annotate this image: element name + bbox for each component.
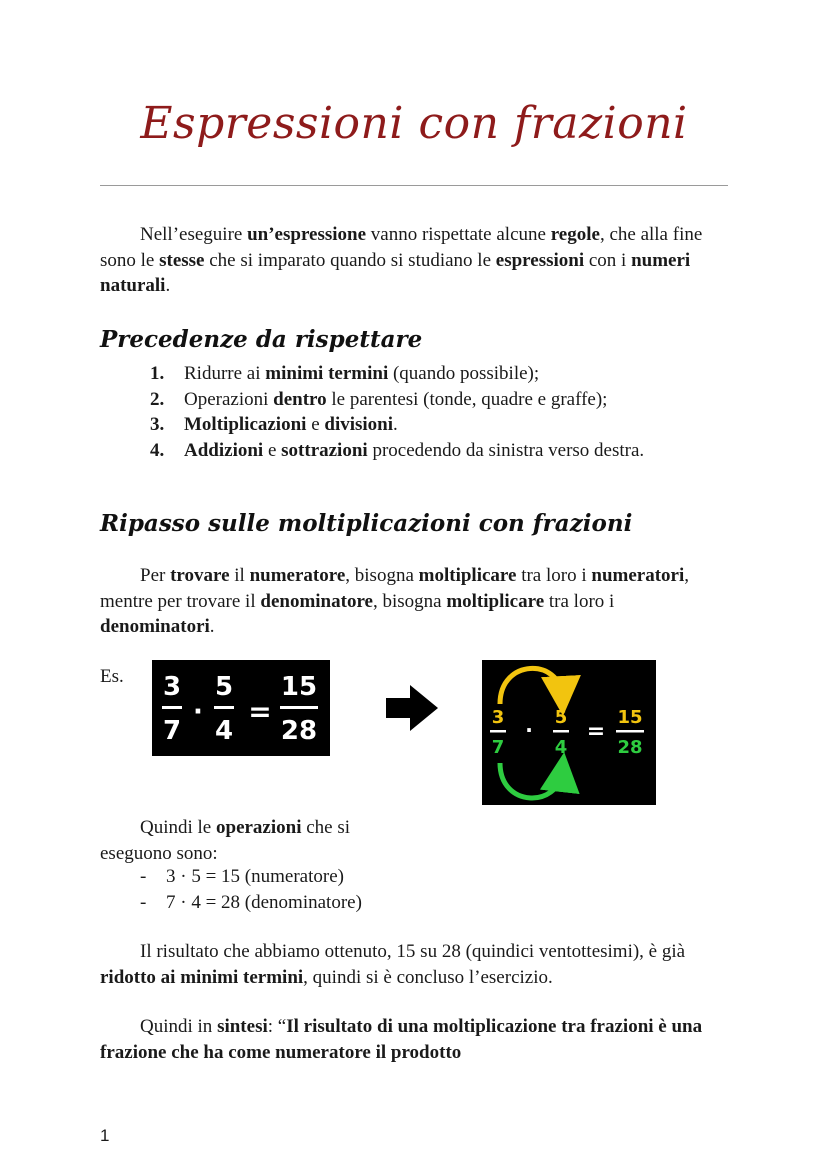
- fraction-example-svg: [152, 660, 330, 756]
- list-item: 2. Operazioni dentro le parentesi (tonde, quadre e graffe);: [150, 388, 608, 410]
- list-item: - 3 · 5 = 15 (numeratore): [140, 866, 344, 887]
- denominator-b: 4: [214, 716, 234, 746]
- list-item: 1. Ridurre ai minimi termini (quando possibile);: [150, 363, 540, 384]
- fraction-bar: [280, 706, 318, 709]
- numerator-curved-arrow: [500, 668, 562, 704]
- numerator-b: 5: [214, 672, 234, 702]
- denominator-curved-arrow: [500, 763, 562, 798]
- right-arrow-shape: [386, 685, 438, 731]
- explanation-paragraph: Per trovare il numeratore, bisogna moltiplicare tra loro i numeratori, mentre per trovare il denominatore, bisogna moltiplicare tra loro i denominatori.: [100, 565, 689, 637]
- right-arrow-icon-svg: [386, 683, 440, 733]
- result-numerator: 15: [280, 672, 318, 702]
- fraction-bar: [162, 706, 182, 709]
- summary-paragraph: Quindi in sintesi: “Il risultato di una moltiplicazione tra frazioni è una frazione che ha come numeratore il prodotto: [100, 1016, 703, 1063]
- example-label: Es.: [100, 666, 124, 687]
- section-heading-ripasso: Ripasso sulle moltiplicazioni con frazioni: [100, 510, 633, 537]
- precedence-list: [150, 361, 730, 463]
- result-numerator: 15: [617, 707, 643, 728]
- fraction-example-box: [152, 660, 330, 756]
- multiply-dot: ·: [193, 697, 203, 727]
- list-item: 4. Addizioni e sottrazioni procedendo da sinistra verso destra.: [150, 439, 645, 461]
- operations-list: [140, 864, 362, 915]
- result-paragraph: Il risultato che abbiamo ottenuto, 15 su 28 (quindici ventottesimi), è già ridotto ai minimi termini, quindi si è concluso l’esercizio.: [100, 941, 686, 988]
- list-item: - 7 · 4 = 28 (denominatore): [140, 891, 362, 913]
- denominator-a: 7: [491, 737, 505, 758]
- numerator-a: 3: [162, 672, 182, 702]
- fraction-bar: [553, 730, 569, 733]
- fraction-bar: [214, 706, 234, 709]
- multiply-dot: ·: [525, 718, 533, 742]
- page-number: 1: [100, 1126, 110, 1145]
- result-denominator: 28: [617, 737, 643, 758]
- numerator-a: 3: [491, 707, 505, 728]
- title-divider: [100, 185, 728, 186]
- colored-fraction-example-box: [482, 660, 656, 805]
- list-item: 3. Moltiplicazioni e divisioni.: [150, 414, 398, 435]
- page-title: Espressioni con frazioni: [140, 98, 688, 149]
- intro-paragraph: Nell’eseguire un’espressione vanno rispettate alcune regole, che alla fine sono le stesse che si imparato quando si studiano le espressioni con i numeri naturali.: [100, 224, 703, 296]
- denominator-b: 4: [554, 737, 568, 758]
- numerator-b: 5: [554, 707, 568, 728]
- operations-intro: Quindi le operazioni che si eseguono sono:: [100, 817, 351, 864]
- fraction-bar: [616, 730, 644, 733]
- equals-sign: =: [586, 719, 606, 744]
- denominator-a: 7: [162, 716, 182, 746]
- colored-fraction-svg: [482, 660, 656, 805]
- result-denominator: 28: [280, 716, 318, 746]
- fraction-bar: [490, 730, 506, 733]
- right-arrow-icon: [386, 683, 440, 738]
- section-heading-precedenze: Precedenze da rispettare: [100, 326, 423, 353]
- equals-sign: =: [248, 695, 272, 728]
